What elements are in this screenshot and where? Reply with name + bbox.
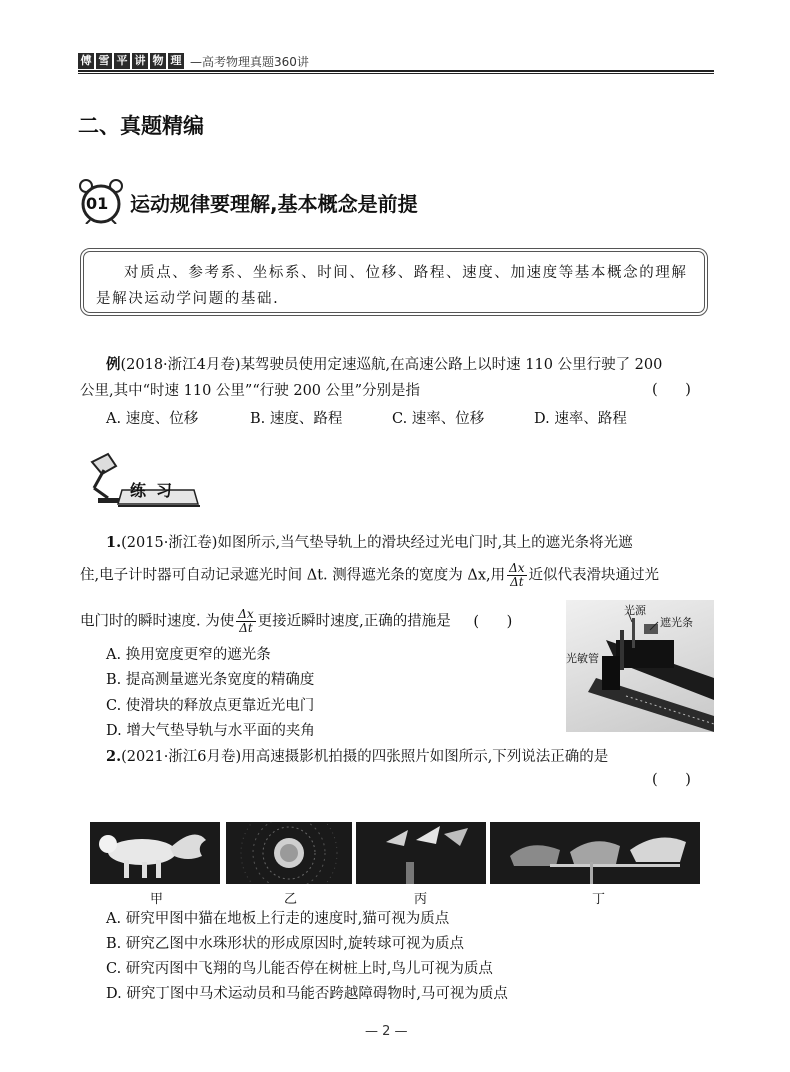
fraction-dx-dt — [236, 608, 255, 635]
header-rule — [78, 70, 714, 72]
section-title: 二、真题精编 — [78, 114, 204, 138]
photo-label-jia: 甲 — [150, 892, 164, 907]
q2-option-d: D. 研究丁图中马术运动员和马能否跨越障碍物时,马可视为质点 — [106, 986, 508, 1002]
topic-title: 运动规律要理解,基本概念是前提 — [130, 192, 418, 216]
example-line-1 — [106, 352, 662, 378]
answer-parenthesis: ( ) — [473, 613, 513, 630]
photo-label-ding: 丁 — [592, 892, 606, 907]
q1-option-d: D. 增大气垫导轨与水平面的夹角 — [106, 723, 315, 739]
q1-text-3a: 电门时的瞬时速度. 为使 — [80, 613, 235, 630]
series-char: 傅 — [78, 53, 94, 69]
q1-option-c: C. 使滑块的释放点更靠近光电门 — [106, 698, 315, 714]
series-char: 物 — [150, 53, 166, 69]
photo-label-bing: 丙 — [414, 892, 428, 907]
answer-parenthesis: ( ) — [652, 382, 691, 398]
series-char: 平 — [114, 53, 130, 69]
example-label: 例 — [106, 356, 121, 373]
series-char: 理 — [168, 53, 184, 69]
option-a: A. 速度、位移 — [106, 411, 199, 427]
option-d: D. 速率、路程 — [534, 411, 627, 427]
book-subtitle: —高考物理真题360讲 — [190, 54, 309, 69]
label-light-source: 光源 — [624, 604, 646, 617]
photo-cat — [90, 822, 220, 884]
q1-text-1: 如图所示,当气垫导轨上的滑块经过光电门时,其上的遮光条将光遮 — [217, 535, 633, 551]
photo-label-yi: 乙 — [284, 892, 298, 907]
q2-option-b: B. 研究乙图中水珠形状的形成原因时,旋转球可视为质点 — [106, 936, 464, 952]
q1-line-3 — [80, 608, 512, 635]
series-logo — [78, 53, 186, 69]
photo-horse-rider — [490, 822, 700, 884]
q1-line-2 — [80, 562, 659, 589]
q2-line-1 — [106, 744, 608, 770]
frac-numerator: Δx — [238, 607, 254, 621]
q2-option-a: A. 研究甲图中猫在地板上行走的速度时,猫可视为质点 — [106, 911, 450, 927]
topic-number: 01 — [86, 194, 109, 213]
photo-bird — [356, 822, 486, 884]
page-number: — 2 — — [365, 1024, 408, 1039]
series-char: 雪 — [96, 53, 112, 69]
example-source: (2018·浙江4月卷) — [120, 357, 241, 373]
option-c: C. 速率、位移 — [392, 411, 485, 427]
fraction-dx-dt — [507, 562, 526, 589]
q1-number: 1. — [106, 534, 122, 551]
q2-source: (2021·浙江6月卷) — [121, 749, 242, 765]
header-rule-thin — [78, 73, 714, 74]
q1-option-b: B. 提高测量遮光条宽度的精确度 — [106, 672, 315, 688]
q1-option-a: A. 换用宽度更窄的遮光条 — [106, 647, 271, 663]
frac-denominator: Δt — [510, 575, 524, 589]
q2-option-c: C. 研究丙图中飞翔的鸟儿能否停在树桩上时,鸟儿可视为质点 — [106, 961, 493, 977]
label-photo-tube: 光敏管 — [566, 652, 599, 665]
q1-text-3b: 更接近瞬时速度,正确的措施是 — [257, 613, 451, 630]
practice-label: 练习 — [130, 481, 183, 500]
q1-source: (2015·浙江卷) — [121, 535, 218, 551]
q1-text-2a: 住,电子计时器可自动记录遮光时间 Δt. 测得遮光条的宽度为 Δx,用 — [80, 567, 506, 584]
answer-parenthesis: ( ) — [652, 772, 691, 788]
label-shade-strip: 遮光条 — [660, 616, 693, 629]
q2-text: 用高速摄影机拍摄的四张照片如图所示,下列说法正确的是 — [241, 749, 609, 765]
option-b: B. 速度、路程 — [250, 411, 343, 427]
example-text-1: 某驾驶员使用定速巡航,在高速公路上以时速 110 公里行驶了 200 — [240, 357, 663, 373]
photo-spinning-ball — [226, 822, 352, 884]
q2-number: 2. — [106, 748, 122, 765]
q1-line-1 — [106, 530, 633, 556]
note-text: 对质点、参考系、坐标系、时间、位移、路程、速度、加速度等基本概念的理解是解决运动学问题的基础. — [96, 265, 688, 307]
running-header — [78, 52, 309, 70]
example-line-2: 公里,其中“时速 110 公里”“行驶 200 公里”分别是指 — [80, 383, 421, 399]
frac-numerator: Δx — [509, 561, 525, 575]
frac-denominator: Δt — [239, 621, 253, 635]
q1-text-2b: 近似代表滑块通过光 — [528, 567, 660, 584]
series-char: 讲 — [132, 53, 148, 69]
